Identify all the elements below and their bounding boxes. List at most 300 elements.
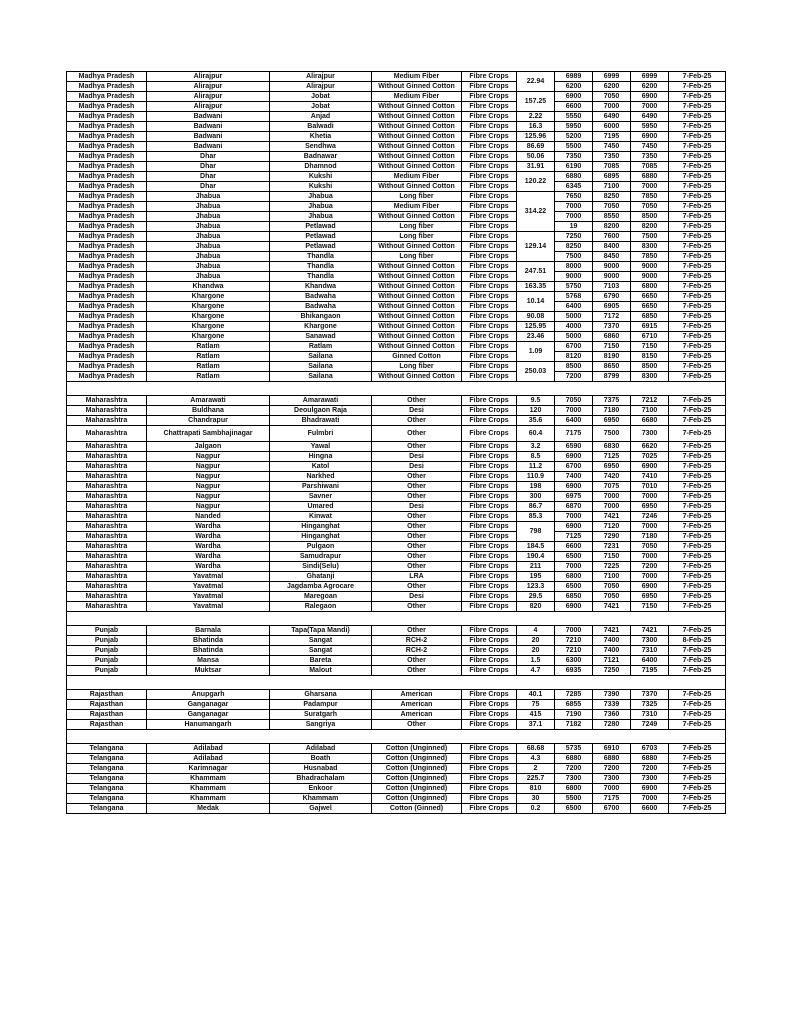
- state-cell: Maharashtra: [67, 582, 147, 592]
- state-cell: Madhya Pradesh: [67, 252, 147, 262]
- market-cell: Ghatanji: [270, 572, 372, 582]
- date-cell: 7-Feb-25: [669, 352, 726, 362]
- state-cell: Madhya Pradesh: [67, 322, 147, 332]
- table-row: [67, 744, 726, 754]
- group-cell: Fibre Crops: [462, 764, 517, 774]
- state-cell: Maharashtra: [67, 442, 147, 452]
- table-row: [67, 396, 726, 406]
- min-price-cell: 5950: [555, 122, 593, 132]
- district-cell: Dhar: [147, 182, 270, 192]
- district-cell: Jalgaon: [147, 442, 270, 452]
- district-cell: Ratlam: [147, 362, 270, 372]
- max-price-cell: 9000: [593, 272, 631, 282]
- district-cell: Yavatmal: [147, 592, 270, 602]
- min-price-cell: 5000: [555, 332, 593, 342]
- max-price-cell: 7600: [593, 232, 631, 242]
- spacer-cell: [67, 730, 726, 744]
- group-cell: Fibre Crops: [462, 744, 517, 754]
- modal-price-cell: 7200: [631, 562, 669, 572]
- state-cell: Rajasthan: [67, 700, 147, 710]
- min-price-cell: 7000: [555, 406, 593, 416]
- modal-price-cell: 7000: [631, 572, 669, 582]
- min-price-cell: 7400: [555, 472, 593, 482]
- market-cell: Hinganghat: [270, 532, 372, 542]
- state-cell: Madhya Pradesh: [67, 82, 147, 92]
- arrival-cell: 3.2: [517, 442, 555, 452]
- table-row: [67, 102, 726, 112]
- modal-price-cell: 7450: [631, 142, 669, 152]
- arrival-cell: 157.25: [517, 92, 555, 112]
- date-cell: 7-Feb-25: [669, 690, 726, 700]
- max-price-cell: 7000: [593, 502, 631, 512]
- district-cell: Khargone: [147, 312, 270, 322]
- district-cell: Badwani: [147, 132, 270, 142]
- min-price-cell: 6900: [555, 522, 593, 532]
- district-cell: Badwani: [147, 112, 270, 122]
- table-row: [67, 342, 726, 352]
- variety-cell: Without Ginned Cotton: [372, 272, 462, 282]
- arrival-cell: 35.6: [517, 416, 555, 426]
- market-cell: Boath: [270, 754, 372, 764]
- district-cell: Nagpur: [147, 472, 270, 482]
- modal-price-cell: 6600: [631, 804, 669, 814]
- district-cell: Chattrapati Sambhajinagar: [147, 426, 270, 442]
- min-price-cell: 6590: [555, 442, 593, 452]
- variety-cell: Ginned Cotton: [372, 352, 462, 362]
- variety-cell: Desi: [372, 462, 462, 472]
- district-cell: Dhar: [147, 162, 270, 172]
- table-row: [67, 272, 726, 282]
- arrival-cell: 163.35: [517, 282, 555, 292]
- max-price-cell: 7421: [593, 512, 631, 522]
- variety-cell: Other: [372, 512, 462, 522]
- modal-price-cell: 6650: [631, 302, 669, 312]
- arrival-cell: 16.3: [517, 122, 555, 132]
- modal-price-cell: 7180: [631, 532, 669, 542]
- min-price-cell: 6800: [555, 572, 593, 582]
- modal-price-cell: 6490: [631, 112, 669, 122]
- modal-price-cell: 7246: [631, 512, 669, 522]
- arrival-cell: 810: [517, 784, 555, 794]
- max-price-cell: 7200: [593, 764, 631, 774]
- market-cell: Khammam: [270, 794, 372, 804]
- market-cell: Maregoan: [270, 592, 372, 602]
- group-cell: Fibre Crops: [462, 710, 517, 720]
- variety-cell: Other: [372, 472, 462, 482]
- variety-cell: Without Ginned Cotton: [372, 132, 462, 142]
- date-cell: 7-Feb-25: [669, 472, 726, 482]
- district-cell: Alirajpur: [147, 72, 270, 82]
- state-cell: Madhya Pradesh: [67, 262, 147, 272]
- table-row: [67, 462, 726, 472]
- min-price-cell: 5550: [555, 112, 593, 122]
- max-price-cell: 7000: [593, 784, 631, 794]
- state-cell: Madhya Pradesh: [67, 282, 147, 292]
- group-cell: Fibre Crops: [462, 426, 517, 442]
- market-cell: Petlawad: [270, 242, 372, 252]
- market-cell: Deoulgaon Raja: [270, 406, 372, 416]
- market-cell: Balwadi: [270, 122, 372, 132]
- district-cell: Medak: [147, 804, 270, 814]
- variety-cell: Desi: [372, 406, 462, 416]
- arrival-cell: 68.68: [517, 744, 555, 754]
- max-price-cell: 7121: [593, 656, 631, 666]
- district-cell: Jhabua: [147, 242, 270, 252]
- max-price-cell: 6200: [593, 82, 631, 92]
- district-cell: Anupgarh: [147, 690, 270, 700]
- group-cell: Fibre Crops: [462, 132, 517, 142]
- variety-cell: Other: [372, 522, 462, 532]
- table-row: [67, 646, 726, 656]
- district-cell: Ratlam: [147, 342, 270, 352]
- max-price-cell: 8400: [593, 242, 631, 252]
- table-row: [67, 192, 726, 202]
- arrival-cell: 90.08: [517, 312, 555, 322]
- group-cell: Fibre Crops: [462, 784, 517, 794]
- min-price-cell: 7000: [555, 562, 593, 572]
- state-cell: Maharashtra: [67, 492, 147, 502]
- date-cell: 7-Feb-25: [669, 82, 726, 92]
- modal-price-cell: 6703: [631, 744, 669, 754]
- variety-cell: Cotton (Unginned): [372, 784, 462, 794]
- market-cell: Fulmbri: [270, 426, 372, 442]
- max-price-cell: 7050: [593, 592, 631, 602]
- modal-price-cell: 6900: [631, 582, 669, 592]
- market-cell: Gharsana: [270, 690, 372, 700]
- state-cell: Telangana: [67, 764, 147, 774]
- modal-price-cell: 7500: [631, 232, 669, 242]
- table-row: [67, 122, 726, 132]
- state-cell: Madhya Pradesh: [67, 122, 147, 132]
- state-cell: Maharashtra: [67, 532, 147, 542]
- section-gap: [67, 612, 726, 626]
- group-cell: Fibre Crops: [462, 666, 517, 676]
- arrival-cell: 190.4: [517, 552, 555, 562]
- date-cell: 7-Feb-25: [669, 132, 726, 142]
- market-cell: Pulgaon: [270, 542, 372, 552]
- district-cell: Badwani: [147, 142, 270, 152]
- arrival-cell: 20: [517, 646, 555, 656]
- group-cell: Fibre Crops: [462, 122, 517, 132]
- modal-price-cell: 7150: [631, 602, 669, 612]
- market-cell: Katol: [270, 462, 372, 472]
- modal-price-cell: 7850: [631, 252, 669, 262]
- group-cell: Fibre Crops: [462, 492, 517, 502]
- variety-cell: Medium Fiber: [372, 72, 462, 82]
- modal-price-cell: 7195: [631, 666, 669, 676]
- date-cell: 7-Feb-25: [669, 372, 726, 382]
- district-cell: Nanded: [147, 512, 270, 522]
- table-row: [67, 656, 726, 666]
- variety-cell: Other: [372, 532, 462, 542]
- state-cell: Maharashtra: [67, 462, 147, 472]
- max-price-cell: 8190: [593, 352, 631, 362]
- market-cell: Ratlam: [270, 342, 372, 352]
- modal-price-cell: 8300: [631, 372, 669, 382]
- table-row: [67, 92, 726, 102]
- group-cell: Fibre Crops: [462, 472, 517, 482]
- table-row: [67, 690, 726, 700]
- modal-price-cell: 7100: [631, 406, 669, 416]
- variety-cell: Cotton (Ginned): [372, 804, 462, 814]
- modal-price-cell: 7310: [631, 710, 669, 720]
- max-price-cell: 7290: [593, 532, 631, 542]
- modal-price-cell: 6900: [631, 92, 669, 102]
- market-cell: Narkhed: [270, 472, 372, 482]
- market-cell: Samudrapur: [270, 552, 372, 562]
- market-cell: Husnabad: [270, 764, 372, 774]
- arrival-cell: 60.4: [517, 426, 555, 442]
- variety-cell: Cotton (Unginned): [372, 764, 462, 774]
- modal-price-cell: 7025: [631, 452, 669, 462]
- date-cell: 7-Feb-25: [669, 710, 726, 720]
- modal-price-cell: 6900: [631, 784, 669, 794]
- min-price-cell: 6400: [555, 416, 593, 426]
- modal-price-cell: 7249: [631, 720, 669, 730]
- max-price-cell: 7050: [593, 582, 631, 592]
- market-cell: Sailana: [270, 362, 372, 372]
- date-cell: 7-Feb-25: [669, 262, 726, 272]
- state-cell: Madhya Pradesh: [67, 132, 147, 142]
- date-cell: 7-Feb-25: [669, 804, 726, 814]
- min-price-cell: 7300: [555, 774, 593, 784]
- modal-price-cell: 8500: [631, 362, 669, 372]
- group-cell: Fibre Crops: [462, 302, 517, 312]
- variety-cell: Without Ginned Cotton: [372, 292, 462, 302]
- min-price-cell: 5500: [555, 142, 593, 152]
- date-cell: 7-Feb-25: [669, 794, 726, 804]
- date-cell: 7-Feb-25: [669, 784, 726, 794]
- state-cell: Rajasthan: [67, 710, 147, 720]
- variety-cell: Other: [372, 426, 462, 442]
- date-cell: 7-Feb-25: [669, 502, 726, 512]
- variety-cell: Other: [372, 542, 462, 552]
- arrival-cell: 22.94: [517, 72, 555, 92]
- max-price-cell: 7370: [593, 322, 631, 332]
- state-cell: Telangana: [67, 784, 147, 794]
- district-cell: Nagpur: [147, 482, 270, 492]
- min-price-cell: 6850: [555, 592, 593, 602]
- modal-price-cell: 6950: [631, 502, 669, 512]
- min-price-cell: 5200: [555, 132, 593, 142]
- state-cell: Maharashtra: [67, 416, 147, 426]
- market-cell: Sailana: [270, 352, 372, 362]
- group-cell: Fibre Crops: [462, 542, 517, 552]
- market-cell: Padampur: [270, 700, 372, 710]
- state-cell: Punjab: [67, 626, 147, 636]
- variety-cell: Cotton (Unginned): [372, 754, 462, 764]
- modal-price-cell: 8200: [631, 222, 669, 232]
- arrival-cell: 8.5: [517, 452, 555, 462]
- table-row: [67, 572, 726, 582]
- district-cell: Yavatmal: [147, 572, 270, 582]
- district-cell: Dhar: [147, 172, 270, 182]
- min-price-cell: 7190: [555, 710, 593, 720]
- date-cell: 7-Feb-25: [669, 92, 726, 102]
- state-cell: Punjab: [67, 636, 147, 646]
- min-price-cell: 7350: [555, 152, 593, 162]
- market-cell: Ralegaon: [270, 602, 372, 612]
- min-price-cell: 6800: [555, 784, 593, 794]
- arrival-cell: 250.03: [517, 362, 555, 382]
- variety-cell: Long fiber: [372, 362, 462, 372]
- min-price-cell: 6900: [555, 482, 593, 492]
- date-cell: 7-Feb-25: [669, 72, 726, 82]
- max-price-cell: 7195: [593, 132, 631, 142]
- group-cell: Fibre Crops: [462, 282, 517, 292]
- date-cell: 7-Feb-25: [669, 142, 726, 152]
- max-price-cell: 6860: [593, 332, 631, 342]
- variety-cell: Long fiber: [372, 192, 462, 202]
- table-row: [67, 232, 726, 242]
- max-price-cell: 7280: [593, 720, 631, 730]
- modal-price-cell: 7000: [631, 794, 669, 804]
- arrival-cell: 10.14: [517, 292, 555, 312]
- state-cell: Maharashtra: [67, 522, 147, 532]
- table-row: [67, 784, 726, 794]
- district-cell: Jhabua: [147, 252, 270, 262]
- min-price-cell: 7175: [555, 426, 593, 442]
- district-cell: Nagpur: [147, 462, 270, 472]
- variety-cell: Without Ginned Cotton: [372, 262, 462, 272]
- group-cell: Fibre Crops: [462, 646, 517, 656]
- group-cell: Fibre Crops: [462, 700, 517, 710]
- table-row: [67, 592, 726, 602]
- group-cell: Fibre Crops: [462, 342, 517, 352]
- max-price-cell: 6880: [593, 754, 631, 764]
- table-row: [67, 406, 726, 416]
- district-cell: Yavatmal: [147, 582, 270, 592]
- group-cell: Fibre Crops: [462, 636, 517, 646]
- max-price-cell: 7050: [593, 92, 631, 102]
- district-cell: Khargone: [147, 292, 270, 302]
- table-row: [67, 472, 726, 482]
- modal-price-cell: 7085: [631, 162, 669, 172]
- date-cell: 7-Feb-25: [669, 232, 726, 242]
- group-cell: Fibre Crops: [462, 522, 517, 532]
- table-row: [67, 142, 726, 152]
- table-row: [67, 636, 726, 646]
- group-cell: Fibre Crops: [462, 362, 517, 372]
- state-cell: Madhya Pradesh: [67, 202, 147, 212]
- max-price-cell: 7300: [593, 774, 631, 784]
- max-price-cell: 7100: [593, 572, 631, 582]
- group-cell: Fibre Crops: [462, 272, 517, 282]
- group-cell: Fibre Crops: [462, 292, 517, 302]
- date-cell: 7-Feb-25: [669, 552, 726, 562]
- date-cell: 7-Feb-25: [669, 720, 726, 730]
- group-cell: Fibre Crops: [462, 396, 517, 406]
- district-cell: Bhatinda: [147, 636, 270, 646]
- min-price-cell: 6935: [555, 666, 593, 676]
- date-cell: 7-Feb-25: [669, 322, 726, 332]
- state-cell: Telangana: [67, 744, 147, 754]
- date-cell: 7-Feb-25: [669, 582, 726, 592]
- market-cell: Jobat: [270, 102, 372, 112]
- arrival-cell: 1.09: [517, 342, 555, 362]
- table-row: [67, 362, 726, 372]
- min-price-cell: 8120: [555, 352, 593, 362]
- date-cell: 7-Feb-25: [669, 492, 726, 502]
- min-price-cell: 4000: [555, 322, 593, 332]
- market-cell: Jobat: [270, 92, 372, 102]
- spacer-cell: [67, 676, 726, 690]
- arrival-cell: 184.5: [517, 542, 555, 552]
- date-cell: 7-Feb-25: [669, 396, 726, 406]
- district-cell: Jhabua: [147, 262, 270, 272]
- spacer-cell: [67, 382, 726, 396]
- date-cell: 7-Feb-25: [669, 442, 726, 452]
- modal-price-cell: 6900: [631, 132, 669, 142]
- date-cell: 7-Feb-25: [669, 192, 726, 202]
- min-price-cell: 6900: [555, 92, 593, 102]
- date-cell: 7-Feb-25: [669, 312, 726, 322]
- district-cell: Jhabua: [147, 232, 270, 242]
- date-cell: 7-Feb-25: [669, 202, 726, 212]
- district-cell: Khargone: [147, 322, 270, 332]
- state-cell: Madhya Pradesh: [67, 302, 147, 312]
- table-row: [67, 552, 726, 562]
- district-cell: Khammam: [147, 774, 270, 784]
- district-cell: Jhabua: [147, 212, 270, 222]
- min-price-cell: 5750: [555, 282, 593, 292]
- group-cell: Fibre Crops: [462, 582, 517, 592]
- district-cell: Wardha: [147, 552, 270, 562]
- min-price-cell: 6989: [555, 72, 593, 82]
- table-row: [67, 562, 726, 572]
- state-cell: Rajasthan: [67, 720, 147, 730]
- table-row: [67, 774, 726, 784]
- spacer-cell: [67, 612, 726, 626]
- variety-cell: RCH-2: [372, 646, 462, 656]
- group-cell: Fibre Crops: [462, 602, 517, 612]
- date-cell: 7-Feb-25: [669, 666, 726, 676]
- min-price-cell: 7285: [555, 690, 593, 700]
- market-cell: Kukshi: [270, 172, 372, 182]
- min-price-cell: 7000: [555, 512, 593, 522]
- variety-cell: Cotton (Unginned): [372, 744, 462, 754]
- modal-price-cell: 6400: [631, 656, 669, 666]
- variety-cell: Other: [372, 656, 462, 666]
- state-cell: Madhya Pradesh: [67, 332, 147, 342]
- state-cell: Maharashtra: [67, 542, 147, 552]
- group-cell: Fibre Crops: [462, 202, 517, 212]
- district-cell: Ratlam: [147, 352, 270, 362]
- modal-price-cell: 9000: [631, 262, 669, 272]
- date-cell: 8-Feb-25: [669, 636, 726, 646]
- group-cell: Fibre Crops: [462, 572, 517, 582]
- market-cell: Khetia: [270, 132, 372, 142]
- state-cell: Madhya Pradesh: [67, 362, 147, 372]
- table-row: [67, 416, 726, 426]
- table-row: [67, 182, 726, 192]
- max-price-cell: 7150: [593, 342, 631, 352]
- modal-price-cell: 7350: [631, 152, 669, 162]
- group-cell: Fibre Crops: [462, 774, 517, 784]
- market-cell: Parshiwani: [270, 482, 372, 492]
- table-row: [67, 666, 726, 676]
- state-cell: Telangana: [67, 804, 147, 814]
- table-row: [67, 700, 726, 710]
- market-cell: Sindi(Selu): [270, 562, 372, 572]
- min-price-cell: 5735: [555, 744, 593, 754]
- section-gap: [67, 730, 726, 744]
- min-price-cell: 7650: [555, 192, 593, 202]
- min-price-cell: 6500: [555, 804, 593, 814]
- state-cell: Madhya Pradesh: [67, 222, 147, 232]
- market-cell: Yawal: [270, 442, 372, 452]
- arrival-cell: 123.3: [517, 582, 555, 592]
